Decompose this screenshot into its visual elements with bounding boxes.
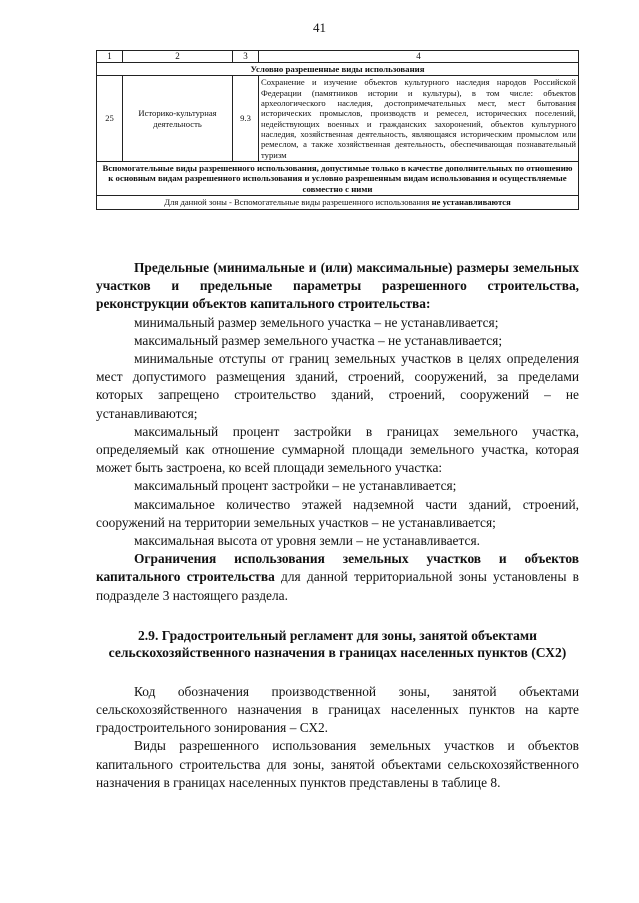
limits-heading: Предельные (минимальные и (или) максимальные) размеры земельных участков и предельные параметры разрешенного строительства, реконструкции объектов капитального строительства: [96,260,579,312]
restrictions-rest: для данной территориальной зоны установлены в подразделе 3 настоящего раздела. [96,569,579,603]
use-description: Сохранение и изучение объектов культурного наследия народов Российской Федерации (памятников истории и культуры), в том числе: объектов археологического наследия, достопримечательных мест, мест бытования исторических промыслов, производств и ремесел, исторических поселений, недействующих военных и гражданских захоронений, объектов культурного наследия, хозяйственная деятельность, являющаяся историческим промыслом или ремеслом, а также хозяйственная деятельность, обеспечивающая познавательный туризм [259,76,579,162]
permitted-use-table [96,50,579,210]
paragraph: максимальный процент застройки в границах земельного участка, определяемый как отношение суммарной площади земельного участка, которая может быть застроена, ко всей площади земельного участка: [96,423,579,476]
note-row [97,196,579,209]
note-bold: не устанавливаются [431,197,511,208]
paragraph: Виды разрешенного использования земельных участков и объектов капитального строительства для зоны, занятой объектами сельскохозяйственного назначения в границах населенных пунктов представлены в таблице 8. [96,738,579,790]
paragraph: Код обозначения производственной зоны, занятой объектами сельскохозяйственного назначения в границах населенных пунктов на карте градостроительного зонирования – СХ2. [96,683,579,736]
paragraph: максимальный размер земельного участка – не устанавливается; [134,332,503,348]
section-row-conditional [97,62,579,76]
use-name: Историко-культурная деятельность [123,76,233,162]
table-header-cell: 3 [233,51,259,63]
use-code: 9.3 [233,76,259,162]
paragraph: минимальные отступы от границ земельных участков в целях определения мест допустимого размещения зданий, строений, сооружений, за пределами которых запрещено строительство зданий, строений, сооружений – не устанавливаются; [96,351,579,421]
paragraph: максимальное количество этажей надземной части зданий, строений, сооружений на территории земельных участков – не устанавливается; [96,496,579,530]
section-title-conditional: Условно разрешенные виды использования [97,62,579,76]
row-number: 25 [97,76,123,162]
table-row [97,76,579,162]
table-header-row [97,51,579,63]
table-header-cell: 4 [259,51,579,63]
page-number: 41 [313,20,326,35]
table-header-cell: 1 [97,51,123,63]
restrictions-bold: Ограничения использования земельных участков и объектов капитального строительства [96,551,579,585]
note-cell [97,196,579,209]
note-prefix: Для данной зоны - Вспомогательные виды разрешенного использования [164,197,432,208]
table-header-cell: 2 [123,51,233,63]
document-body [96,259,579,792]
section-heading: 2.9. Градостроительный регламент для зоны, занятой объектами сельскохозяйственного назначения в границах населенных пунктов (СХ2) [108,627,567,660]
section-title-auxiliary: Вспомогательные виды разрешенного использования, допустимые только в качестве дополнительных по отношению к основным видам разрешенного использования и условно разрешенным видам использования и осуществляемые совместно с ними [97,161,579,196]
paragraph: минимальный размер земельного участка – не устанавливается; [134,314,499,330]
restrictions-paragraph [96,550,579,605]
paragraph: максимальная высота от уровня земли – не устанавливается. [134,533,480,549]
paragraph: максимальный процент застройки – не устанавливается; [134,478,457,494]
section-row-auxiliary [97,161,579,196]
